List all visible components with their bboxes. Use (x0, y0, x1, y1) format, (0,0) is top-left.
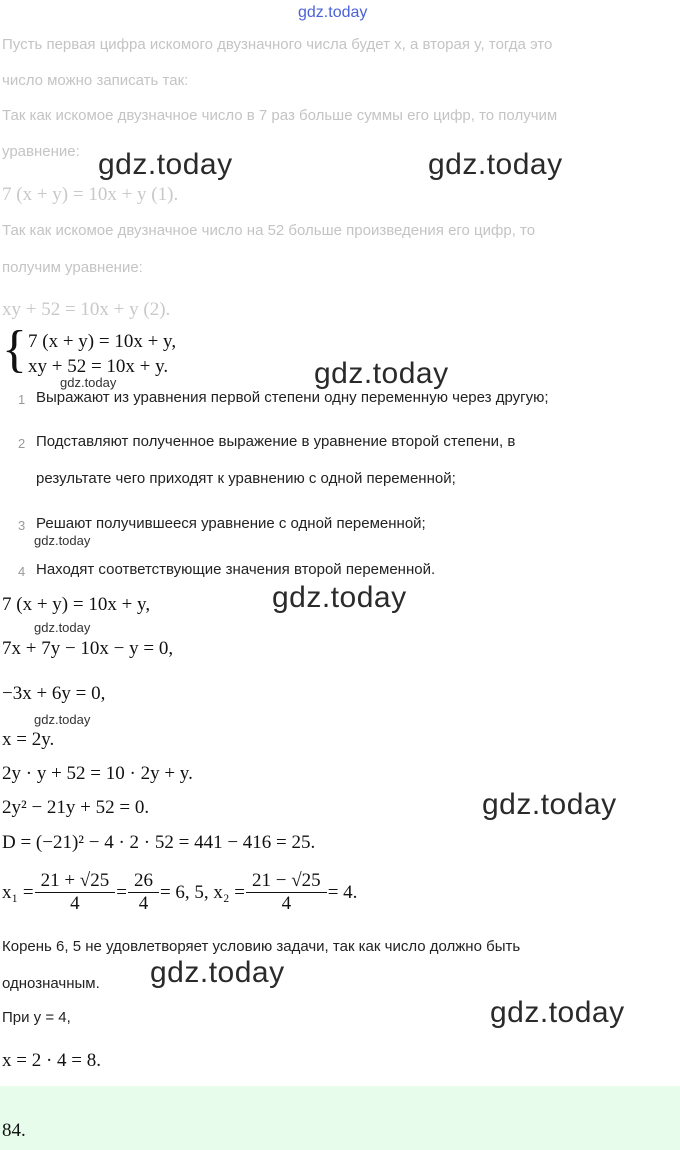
watermark: gdz.today (272, 581, 407, 614)
roots-line (2, 870, 357, 915)
fraction-denominator: 4 (35, 892, 116, 915)
note-line-2: однозначным. (2, 975, 100, 992)
fraction (38, 870, 113, 915)
note-line-1: Корень 6, 5 не удовлетворяет условию задачи, так как число должно быть (2, 938, 521, 955)
roots-x1: x₁ = (2, 881, 34, 903)
watermark-top: gdz.today (298, 4, 368, 21)
intro-line-4: уравнение: (2, 143, 80, 160)
solution-line-4: x = 2y. (2, 729, 55, 750)
step-text: результате чего приходят к уравнению с одной переменной; (36, 470, 456, 487)
solution-line-8: При y = 4, (2, 1009, 71, 1026)
watermark: gdz.today (98, 148, 233, 181)
solution-line-5: 2y · y + 52 = 10 · 2y + y. (2, 763, 193, 784)
watermark: gdz.today (34, 620, 91, 635)
solution-line-7: D = (−21)² − 4 · 2 · 52 = 441 − 416 = 25. (2, 832, 316, 853)
fraction (131, 870, 156, 915)
solution-line-9: x = 2 · 4 = 8. (2, 1050, 102, 1071)
fraction-denominator: 4 (246, 892, 327, 915)
answer-box (0, 1086, 680, 1150)
solution-line-1: 7 (x + y) = 10x + y, (2, 594, 151, 615)
system-row-2: xy + 52 = 10x + y. (28, 356, 169, 377)
step-text: Решают получившееся уравнение с одной переменной; (36, 515, 426, 532)
step-text: Подставляют полученное выражение в уравнение второй степени, в (36, 433, 516, 450)
fraction-denominator: 4 (128, 892, 159, 915)
intro-equation-1: 7 (x + y) = 10x + y (1). (2, 184, 179, 205)
fraction (249, 870, 324, 915)
solution-line-2: 7x + 7y − 10x − y = 0, (2, 638, 174, 659)
intro-line-5: Так как искомое двузначное число на 52 больше произведения его цифр, то (2, 222, 536, 239)
step-text: Находят соответствующие значения второй переменной. (36, 561, 436, 578)
watermark: gdz.today (60, 375, 117, 390)
step-number: 3 (18, 518, 26, 533)
step-number: 2 (18, 436, 26, 451)
fraction-numerator: 26 (133, 870, 153, 891)
step-text: Выражают из уравнения первой степени одну переменную через другую; (36, 389, 549, 406)
watermark: gdz.today (490, 996, 625, 1029)
system-row-1: 7 (x + y) = 10x + y, (28, 331, 177, 352)
fraction-numerator: 21 − √25 (252, 870, 321, 891)
solution-line-6: 2y² − 21y + 52 = 0. (2, 797, 150, 818)
watermark: gdz.today (428, 148, 563, 181)
answer-value: 84. (2, 1120, 26, 1141)
roots-mid: = 6, 5, x₂ = (159, 881, 246, 903)
roots-equals: = (116, 881, 127, 903)
watermark: gdz.today (150, 956, 285, 989)
intro-line-2: число можно записать так: (2, 72, 189, 89)
roots-end: = 4. (327, 881, 358, 903)
intro-equation-2: xy + 52 = 10x + y (2). (2, 299, 171, 320)
step-number: 1 (18, 392, 26, 407)
fraction-numerator: 21 + √25 (40, 870, 110, 891)
watermark: gdz.today (34, 712, 91, 727)
watermark: gdz.today (34, 533, 91, 548)
step-number: 4 (18, 564, 26, 579)
watermark: gdz.today (482, 788, 617, 821)
intro-line-1: Пусть первая цифра искомого двузначного числа будет x, а вторая y, тогда это (2, 36, 553, 53)
system-brace: { (2, 321, 27, 378)
intro-line-6: получим уравнение: (2, 259, 143, 276)
solution-line-3: −3x + 6y = 0, (2, 683, 106, 704)
intro-line-3: Так как искомое двузначное число в 7 раз больше суммы его цифр, то получим (2, 107, 558, 124)
watermark: gdz.today (314, 357, 449, 390)
